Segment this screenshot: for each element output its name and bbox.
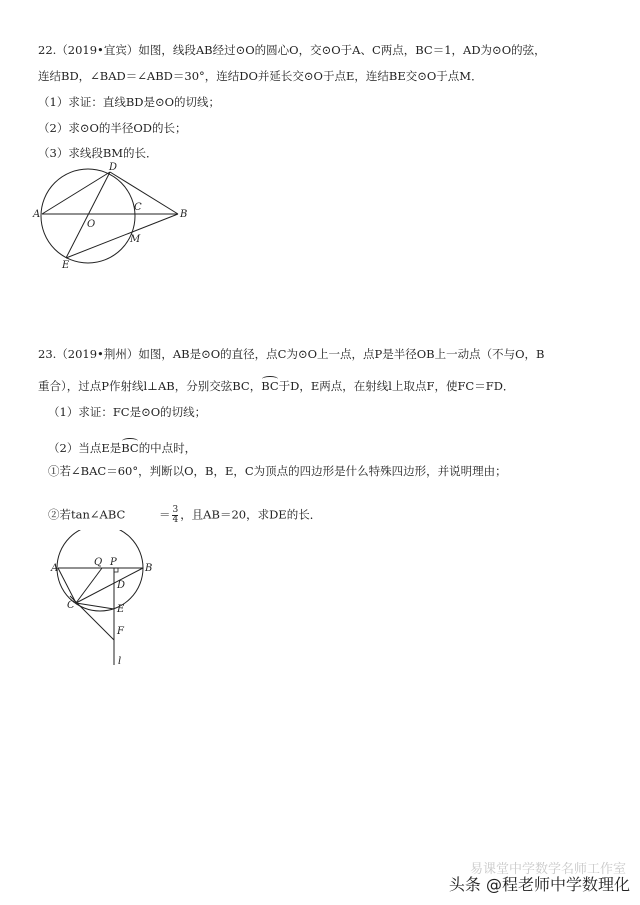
q22-segment-DE: [66, 172, 110, 258]
q22-subquestion-3: （3）求线段BM的长．: [38, 146, 158, 160]
q23-subquestion-2-2-part2: ，且AB＝20，求DE的长．: [180, 507, 322, 522]
q23-stem-line2-part2: 于D，E两点，在射线l上取点F，使FC＝FD．: [278, 379, 515, 393]
q23-label-A: A: [51, 563, 59, 574]
q23-segment-QC: [76, 568, 102, 603]
q22-segment-DB: [110, 172, 178, 214]
q23-stem-line2: [38, 378, 514, 394]
q23-subquestion-2-part2: 的中点时，: [138, 441, 197, 455]
q22-subquestion-2: （2）求⊙O的半径OD的长；: [38, 121, 187, 135]
q22-label-B: B: [180, 209, 188, 220]
q23-right-angle-mark: [114, 568, 118, 572]
q22-stem-line1: 22.（2019•宜宾）如图，线段AB经过⊙O的圆心O，交⊙O于A、C两点，BC＝1，AD为⊙O的弦，: [38, 43, 546, 57]
q22-subquestion-1: （1）求证：直线BD是⊙O的切线；: [38, 95, 221, 109]
q22-geometry-figure: [30, 160, 200, 270]
q22-label-D: D: [109, 162, 118, 173]
q22-label-M: M: [130, 234, 141, 245]
q23-stem-line1: 23.（2019•荆州）如图，AB是⊙O的直径，点C为⊙O上一点，点P是半径OB上一动点（不与O，B: [38, 347, 545, 361]
watermark-sub: 易课堂中学数学名师工作室: [469, 862, 626, 877]
q23-subquestion-2-1: ①若∠BAC＝60°，判断以O，B，E，C为顶点的四边形是什么特殊四边形，并说明理由；: [48, 464, 507, 478]
q23-subquestion-2-2-part1: ②若tan∠ABC: [48, 507, 126, 522]
q23-subquestion-2-part1: （2）当点E是: [48, 441, 122, 455]
q23-arc-bc: BC: [261, 379, 279, 393]
q23-segment-CB: [76, 568, 143, 603]
q23-label-E: E: [117, 604, 125, 615]
q22-segment-EB: [66, 214, 178, 258]
q23-label-P: P: [110, 557, 117, 568]
q22-label-C: C: [134, 202, 142, 213]
q23-arc-bc-2: BC: [121, 441, 139, 455]
q23-label-B: B: [145, 563, 153, 574]
q23-subquestion-2: [48, 440, 196, 456]
q23-equals: ＝: [158, 507, 171, 522]
q22-label-O: O: [87, 219, 96, 230]
q23-geometry-figure: [48, 530, 158, 670]
q22-stem-line2: 连结BD，∠BAD＝∠ABD＝30°，连结DO并延长交⊙O于点E，连结BE交⊙O于点M．: [38, 69, 483, 83]
watermark-main: 头条 @程老师中学数理化: [448, 875, 630, 894]
q23-fraction: [172, 506, 178, 525]
q23-stem-line2-part1: 重合），过点P作射线l⊥AB，分别交弦BC，: [38, 379, 262, 393]
q23-fraction-denominator: 4: [172, 515, 179, 525]
q23-subquestion-2-2: [48, 506, 321, 525]
q23-subquestion-1: （1）求证：FC是⊙O的切线；: [48, 405, 207, 419]
q23-label-l: l: [118, 656, 122, 667]
q23-label-Q: Q: [94, 557, 103, 568]
q23-label-F: F: [117, 626, 124, 637]
q23-label-C: C: [67, 600, 75, 611]
q23-label-D: D: [117, 580, 126, 591]
q23-segment-CF: [70, 596, 114, 640]
q22-label-E: E: [62, 260, 70, 270]
q22-label-A: A: [33, 209, 41, 220]
q23-fraction-numerator: 3: [172, 505, 179, 515]
